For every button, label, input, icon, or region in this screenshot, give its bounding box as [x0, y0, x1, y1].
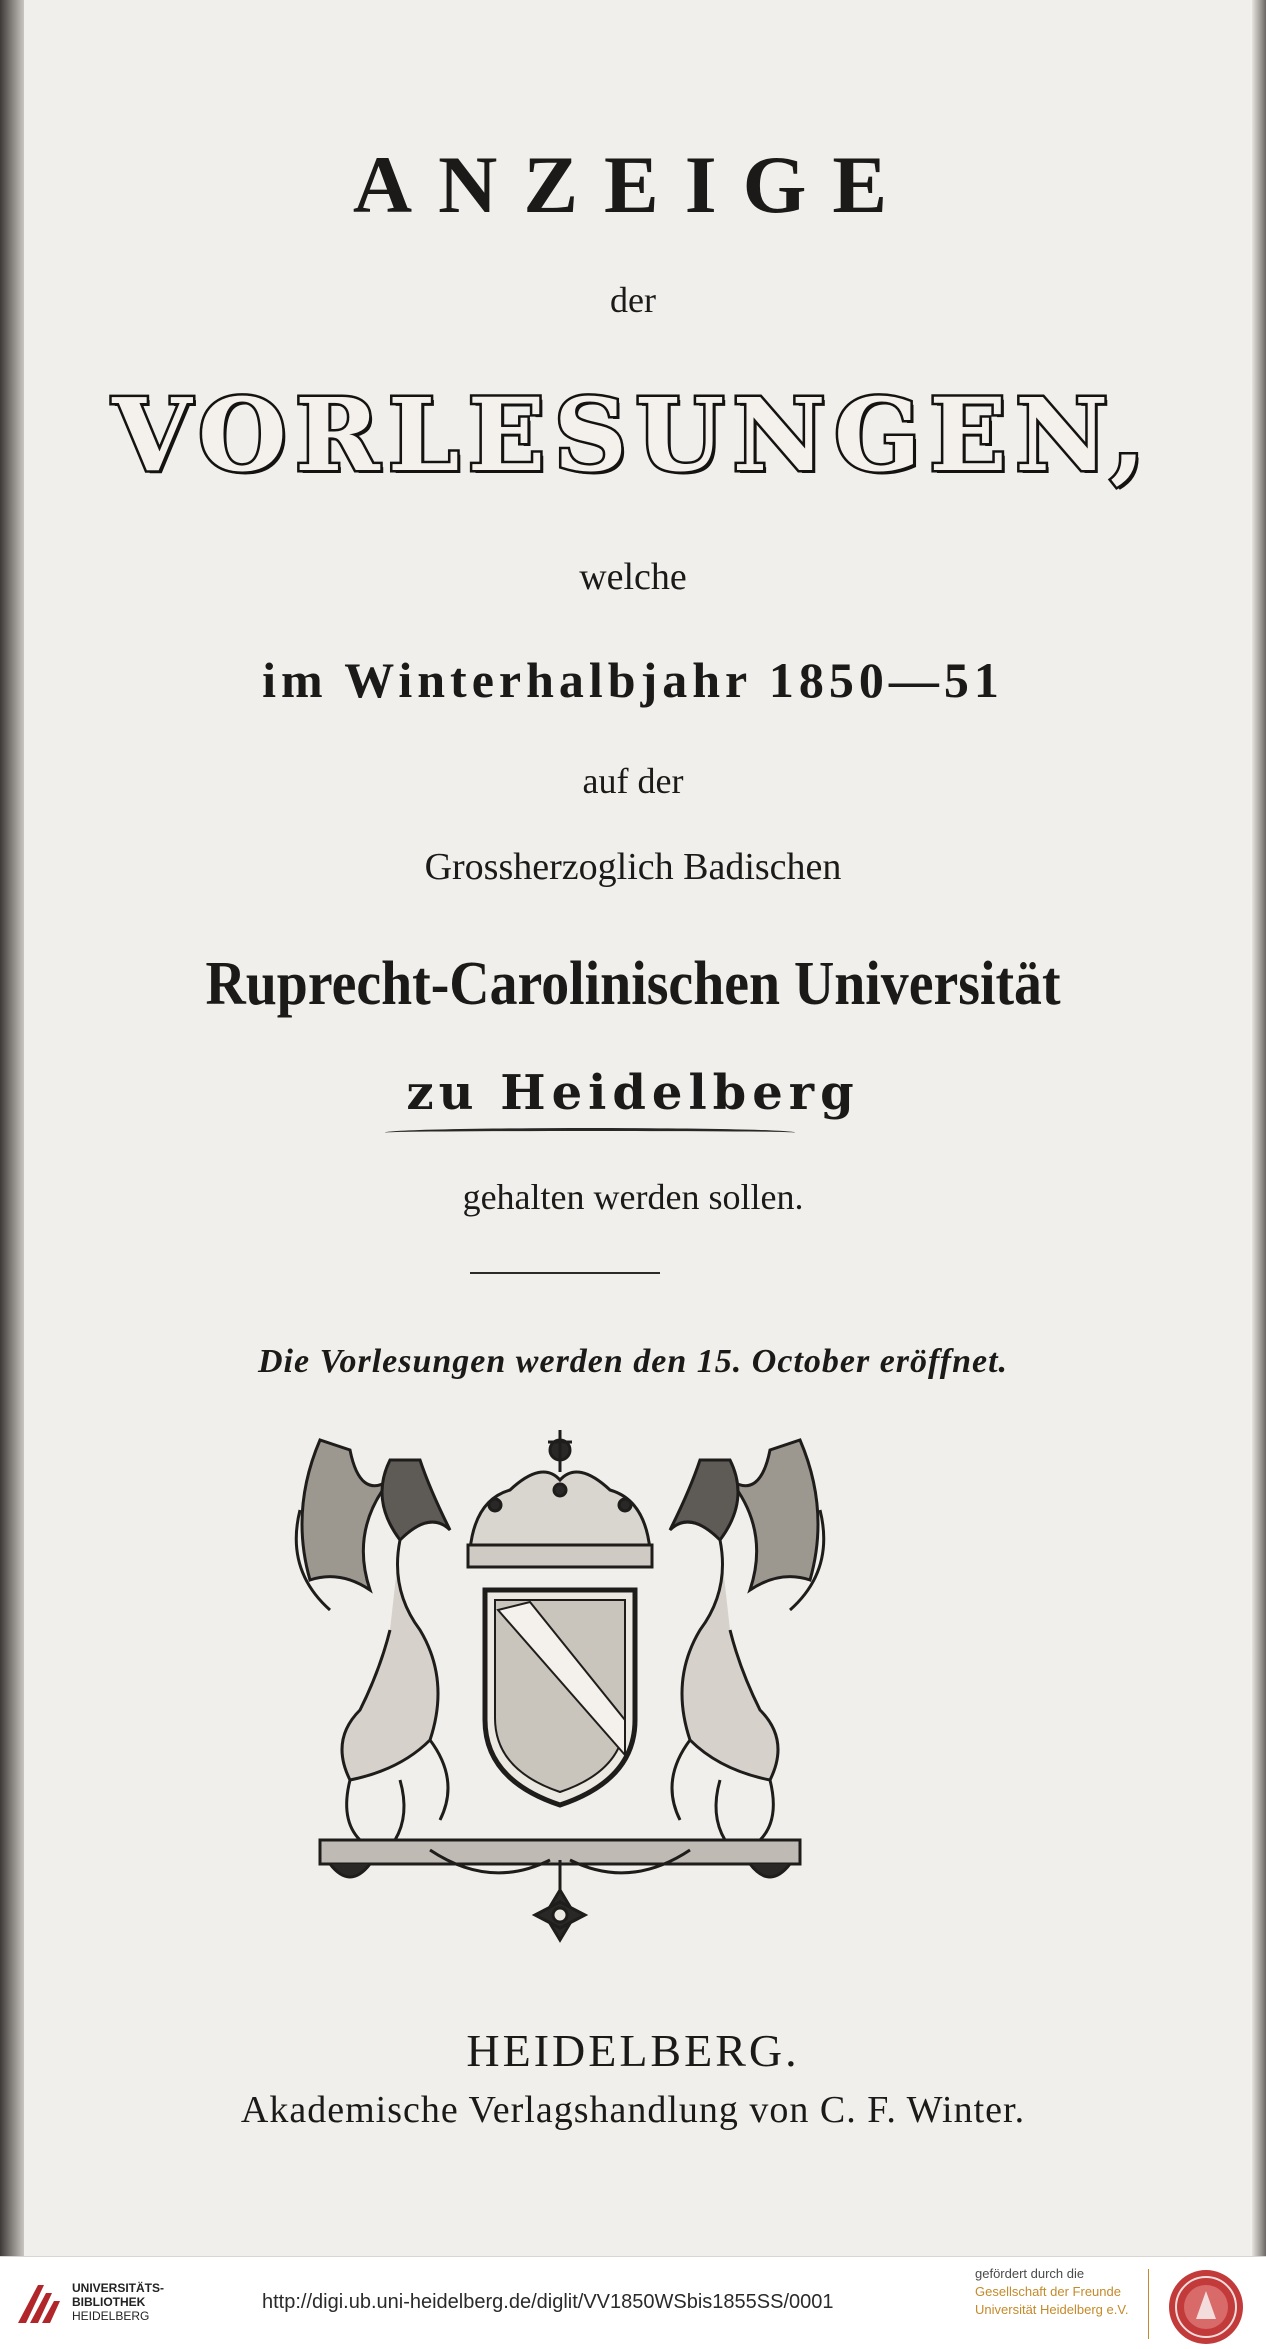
title-vorlesungen — [0, 376, 1266, 494]
title-zu-heidelberg — [0, 1065, 1266, 1121]
footer-bar — [0, 2256, 1266, 2349]
opening-note: Die Vorlesungen werden den 15. October eröffnet. — [257, 1343, 1009, 1380]
title-university: Ruprecht-Carolinischen Universität — [205, 950, 1061, 1018]
title-zu: zu — [406, 1065, 479, 1121]
sponsor-block — [975, 2265, 1128, 2319]
divider-rule — [470, 1272, 660, 1274]
title-welche: welche — [579, 556, 687, 598]
imprint-publisher: Akademische Verlagshandlung von C. F. Winter. — [240, 2089, 1026, 2131]
library-name — [72, 2281, 164, 2323]
university-library-logo-icon[interactable] — [14, 2279, 62, 2327]
sponsor-org-line1[interactable]: Gesellschaft der Freunde — [975, 2284, 1121, 2299]
library-name-line1: UNIVERSITÄTS- — [72, 2281, 165, 2295]
order-cross-icon — [535, 1860, 585, 1940]
shield-icon — [485, 1590, 635, 1805]
library-name-line3: HEIDELBERG — [72, 2309, 150, 2323]
title-semester: im Winterhalbjahr 1850—51 — [262, 652, 1004, 708]
title-auf-der: auf der — [582, 761, 684, 801]
right-griffin-icon — [670, 1440, 824, 1840]
permalink-url[interactable]: http://digi.ub.uni-heidelberg.de/diglit/VV1850WSbis1855SS/0001 — [262, 2291, 834, 2313]
title-anzeige: ANZEIGE — [352, 139, 914, 230]
sponsor-label: gefördert durch die — [975, 2266, 1085, 2281]
imprint-place: HEIDELBERG. — [466, 2025, 800, 2076]
page-edge-left — [0, 0, 24, 2256]
university-seal-icon[interactable] — [1166, 2267, 1246, 2347]
left-griffin-icon — [296, 1440, 450, 1840]
title-gehalten: gehalten werden sollen. — [462, 1177, 804, 1217]
title-heidelberg-place: Heidelberg — [500, 1065, 860, 1121]
crown-icon — [468, 1430, 652, 1567]
sponsor-divider — [1148, 2269, 1149, 2339]
title-grossherzoglich: Grossherzoglich Badischen — [424, 846, 842, 888]
heidelberg-underline — [385, 1128, 795, 1137]
title-der: der — [610, 280, 656, 320]
page-edge-right — [1252, 0, 1266, 2256]
library-name-line2: BIBLIOTHEK — [72, 2295, 146, 2309]
title-vorlesungen-text: VORLESUNGEN, — [112, 376, 1154, 494]
sponsor-org-line2[interactable]: Universität Heidelberg e.V. — [975, 2302, 1129, 2317]
baden-coat-of-arms-with-griffins-icon — [280, 1420, 840, 1970]
